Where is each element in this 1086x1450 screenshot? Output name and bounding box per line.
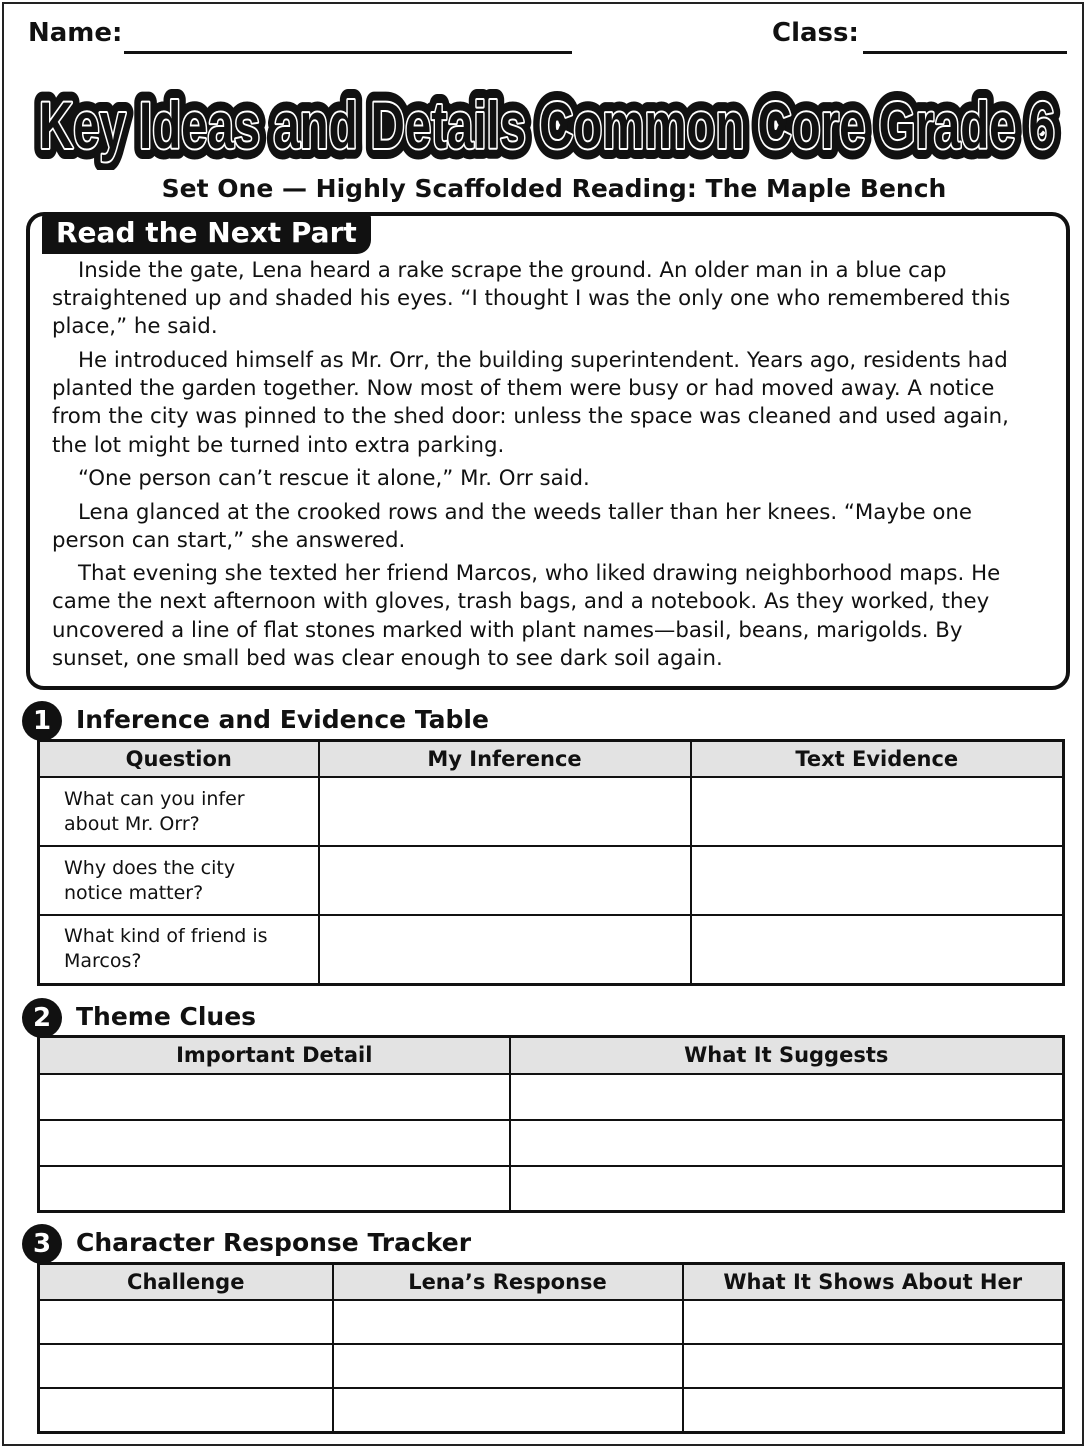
passage-paragraph: Lena glanced at the crooked rows and the weeds taller than her knees. “Maybe one person can start,” she answered. [52,499,972,553]
challenge-cell[interactable] [39,1344,333,1388]
worksheet-page [2,2,1084,1446]
shows-cell[interactable] [683,1388,1064,1432]
table-row [39,1344,1064,1388]
name-label: Name: [28,18,123,48]
challenge-cell[interactable] [39,1300,333,1344]
passage-paragraph: He introduced himself as Mr. Orr, the building superintendent. Years ago, residents had planted the garden together. Now most of them were busy or had moved away. A notice from the city was pinned to the shed door: unless the space was cleaned and used again, the lot might be turned into extra parking. [52,347,1009,458]
table-row [39,1300,1064,1344]
suggestion-cell[interactable] [510,1120,1064,1166]
table-row [39,1388,1064,1432]
column-header: Text Evidence [691,741,1064,778]
evidence-cell[interactable] [691,777,1064,846]
inference-cell[interactable] [319,915,691,984]
challenge-cell[interactable] [39,1388,333,1432]
evidence-cell[interactable] [691,915,1064,984]
question-cell: Why does the city notice matter? [39,846,319,915]
section-1-number: 1 [22,701,62,741]
subtitle: Set One — Highly Scaffolded Reading: The Maple Bench [161,174,947,203]
column-header: What It Suggests [510,1037,1064,1074]
passage-paragraph: “One person can’t rescue it alone,” Mr. Orr said. [78,466,590,492]
response-cell[interactable] [333,1300,683,1344]
column-header: Question [39,741,319,778]
column-header: Important Detail [39,1037,510,1074]
section-1-title: Inference and Evidence Table [76,705,489,734]
class-label: Class: [772,18,859,48]
passage-paragraph: That evening she texted her friend Marcos, who liked drawing neighborhood maps. He came the next afternoon with gloves, trash bags, and a notebook. As they worked, they uncovered a line of flat stones marked with plant names—basil, beans, marigolds. By sunset, one small bed was clear enough to see dark soil again. [52,561,1001,671]
table-row [39,1120,1064,1166]
table-row [39,777,1064,846]
passage-paragraph: Inside the gate, Lena heard a rake scrape the ground. An older man in a blue cap straightened up and shaded his eyes. “I thought I was the only one who remembered this place,” he said. [52,258,1011,340]
table-row [39,1166,1064,1212]
response-cell[interactable] [333,1388,683,1432]
table-row [39,1074,1064,1120]
column-header: Challenge [39,1264,333,1301]
question-cell: What can you infer about Mr. Orr? [39,777,319,846]
inference-evidence-table [37,739,1065,986]
title-outline: Key Ideas and Details Common Core Grade 6 [39,88,1055,162]
character-response-table [37,1262,1065,1434]
section-3-title: Character Response Tracker [76,1228,472,1257]
name-field[interactable] [124,51,572,54]
theme-clues-table [37,1035,1065,1213]
passage-text [52,257,1042,678]
column-header: My Inference [319,741,691,778]
inference-cell[interactable] [319,777,691,846]
suggestion-cell[interactable] [510,1074,1064,1120]
section-2-number: 2 [22,998,62,1038]
section-3-number: 3 [22,1224,62,1264]
detail-cell[interactable] [39,1166,510,1212]
shows-cell[interactable] [683,1344,1064,1388]
evidence-cell[interactable] [691,846,1064,915]
suggestion-cell[interactable] [510,1166,1064,1212]
table-row [39,846,1064,915]
question-cell: What kind of friend is Marcos? [39,915,319,984]
section-2-title: Theme Clues [76,1002,257,1031]
inference-cell[interactable] [319,846,691,915]
title-text: Key Ideas and Details Common Core Grade 6 [39,88,1055,162]
detail-cell[interactable] [39,1074,510,1120]
column-header: Lena’s Response [333,1264,683,1301]
response-cell[interactable] [333,1344,683,1388]
passage-tab: Read the Next Part [42,212,371,254]
table-row [39,915,1064,984]
class-field[interactable] [863,51,1067,54]
worksheet-title [24,66,1070,170]
shows-cell[interactable] [683,1300,1064,1344]
detail-cell[interactable] [39,1120,510,1166]
column-header: What It Shows About Her [683,1264,1064,1301]
